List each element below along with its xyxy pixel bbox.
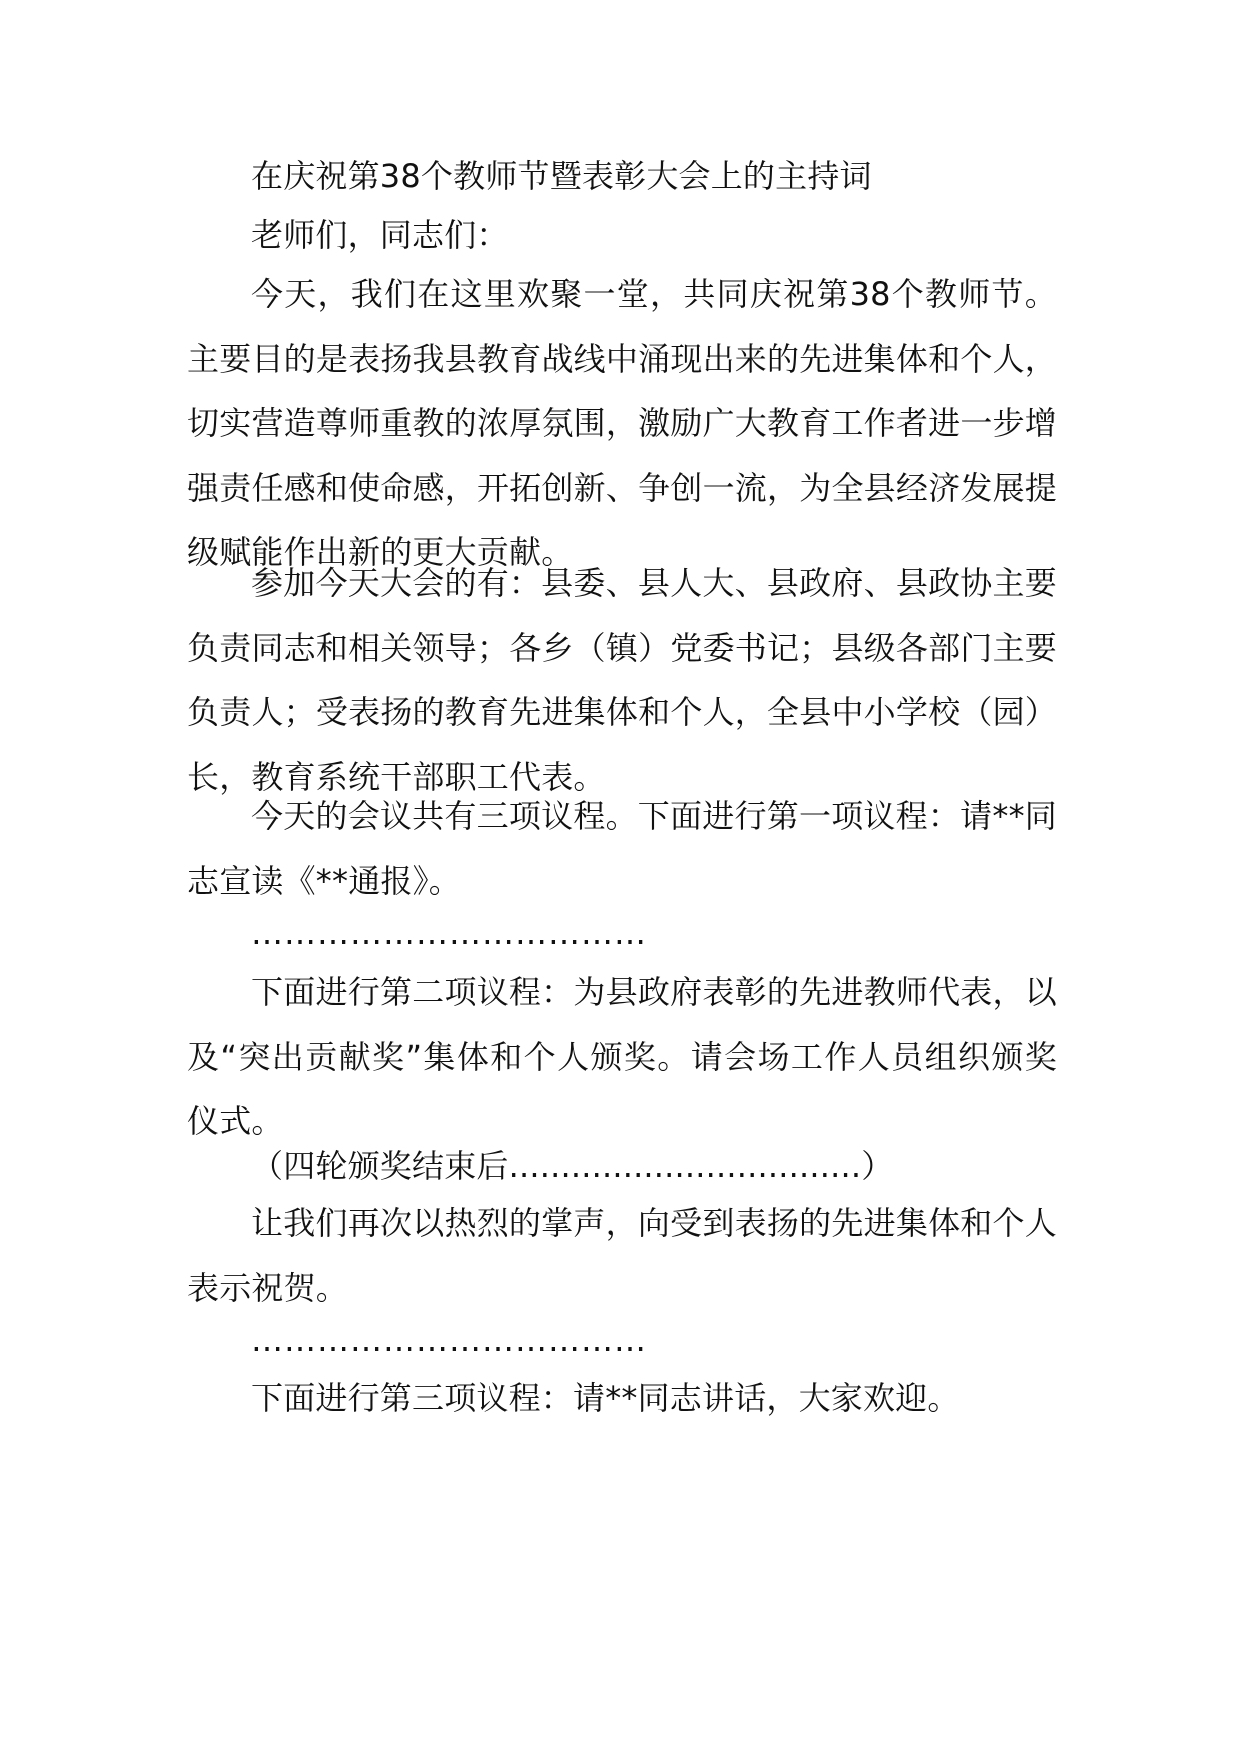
third-agenda-paragraph: 下面进行第三项议程：请**同志讲话，大家欢迎。 bbox=[251, 1379, 960, 1417]
ellipsis-separator: ……………………………… bbox=[251, 914, 647, 952]
salutation-paragraph: 老师们，同志们： bbox=[251, 216, 509, 254]
attendees-paragraph: 参加今天大会的有：县委、县人大、县政府、县政协主要负责同志和相关领导；各乡（镇）党委书记；县级各部门主要负责人；受表扬的教育先进集体和个人，全县中小学校（园）长，教育系统干部职工代表。 bbox=[187, 564, 1057, 796]
second-agenda-paragraph: 下面进行第二项议程：为县政府表彰的先进教师代表，以及“突出贡献奖”集体和个人颁奖。请会场工作人员组织颁奖仪式。 bbox=[187, 973, 1057, 1140]
opening-paragraph: 今天，我们在这里欢聚一堂，共同庆祝第38个教师节。主要目的是表扬我县教育战线中涌现出来的先进集体和个人，切实营造尊师重教的浓厚氛围，激励广大教育工作者进一步增强责任感和使命感，开拓创新、争创一流，为全县经济发展提级赋能作出新的更大贡献。 bbox=[187, 275, 1057, 571]
award-note-paragraph: （四轮颁奖结束后..................................） bbox=[251, 1147, 894, 1185]
ellipsis-separator: ……………………………… bbox=[251, 1321, 647, 1359]
document-title: 在庆祝第38个教师节暨表彰大会上的主持词 bbox=[251, 157, 872, 195]
applause-paragraph: 让我们再次以热烈的掌声，向受到表扬的先进集体和个人表示祝贺。 bbox=[187, 1204, 1057, 1307]
first-agenda-paragraph: 今天的会议共有三项议程。下面进行第一项议程：请**同志宣读《**通报》。 bbox=[187, 797, 1057, 900]
